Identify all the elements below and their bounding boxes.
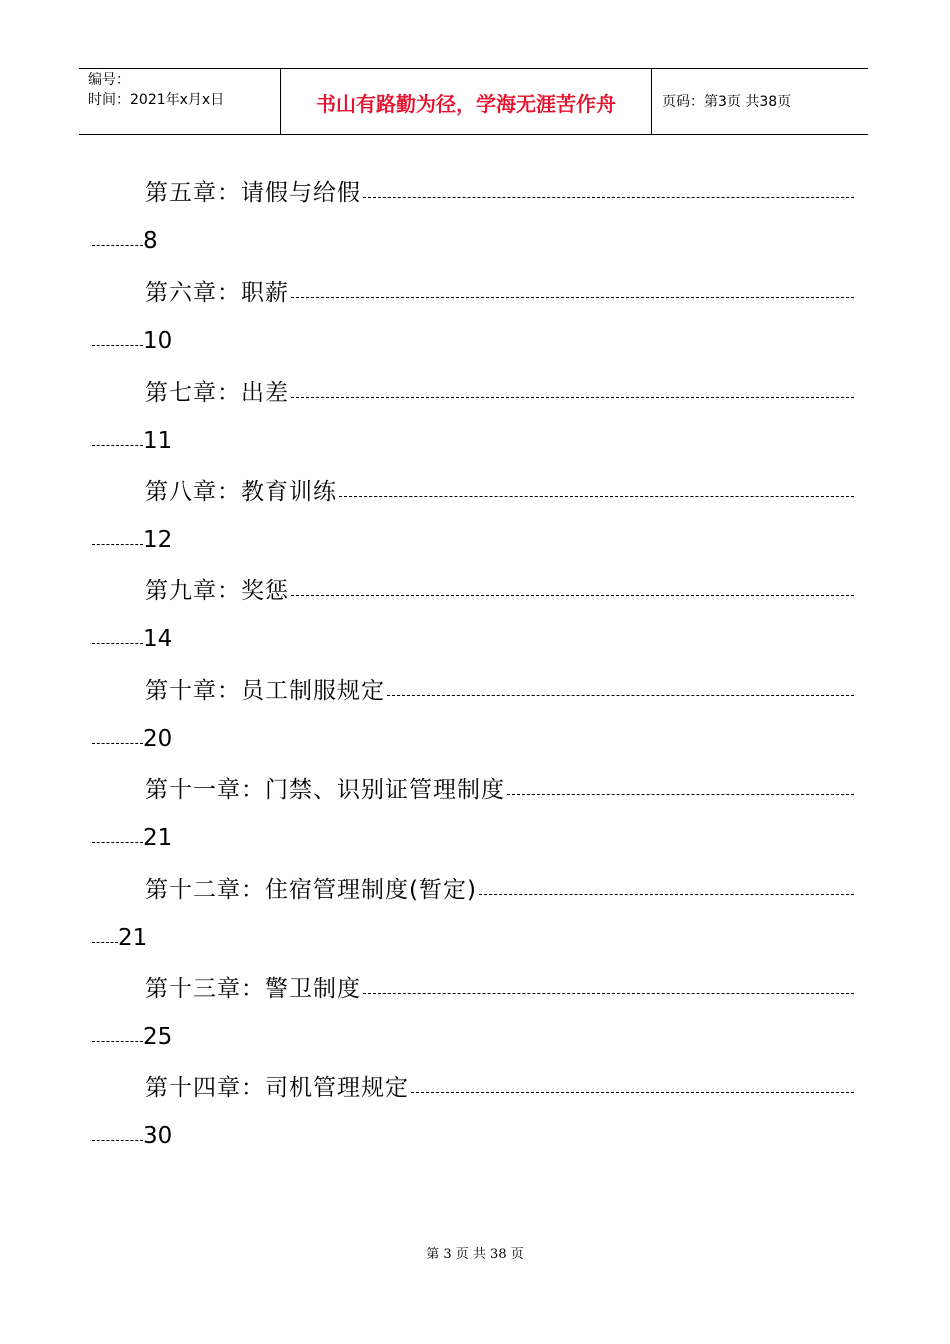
dot-leader [92,1140,143,1141]
toc-entry-page: 21 [143,825,173,851]
toc-entry[interactable] [0,276,950,376]
toc-entry-title: 第八章：教育训练 [145,479,337,505]
dot-leader [291,397,854,398]
dot-leader [339,496,854,497]
toc-entry-title: 第十二章：住宿管理制度(暂定) [145,877,477,903]
dot-leader [92,445,143,446]
toc-entry-page: 14 [143,626,173,652]
toc-entry[interactable] [0,773,950,873]
toc-entry-page: 21 [118,925,148,951]
toc-entry-title: 第十四章：司机管理规定 [145,1075,409,1101]
document-number-label: 编号： [88,72,130,88]
toc-entry-page: 12 [143,527,173,553]
dot-leader [291,595,854,596]
toc-entry-title: 第九章：奖惩 [145,578,289,604]
toc-entry[interactable] [0,376,950,476]
dot-leader [507,794,854,795]
header-meta-cell [79,69,280,134]
dot-leader [92,345,143,346]
dot-leader [92,643,143,644]
dot-leader [92,842,143,843]
toc-entry[interactable] [0,176,950,276]
toc-entry-page: 10 [143,328,173,354]
toc-entry-title: 第十章：员工制服规定 [145,678,385,704]
toc-entry[interactable] [0,574,950,674]
toc-entry[interactable] [0,873,950,973]
toc-entry[interactable] [0,1071,950,1171]
header-motto-cell [280,69,652,134]
dot-leader [363,993,854,994]
toc-entry[interactable] [0,674,950,774]
toc-entry-title: 第十三章：警卫制度 [145,976,361,1002]
header-page-info: 页码：第3页 共38页 [662,94,792,110]
toc-entry-page: 25 [143,1024,173,1050]
page-footer: 第 3 页 共 38 页 [426,1247,524,1262]
dot-leader [92,544,143,545]
page-header [79,68,868,135]
dot-leader [411,1092,854,1093]
toc-entry-title: 第五章：请假与给假 [145,180,361,206]
header-page-cell [652,69,868,134]
toc-entry[interactable] [0,972,950,1072]
dot-leader [479,894,854,895]
dot-leader [291,297,854,298]
toc-entry-page: 30 [143,1123,173,1149]
toc-entry-title: 第十一章：门禁、识别证管理制度 [145,777,505,803]
dot-leader [92,245,143,246]
toc-entry[interactable] [0,475,950,575]
dot-leader [92,743,143,744]
toc-entry-page: 8 [143,228,158,254]
document-date: 时间：2021年x月x日 [88,92,225,108]
dot-leader [92,942,118,943]
header-motto: 书山有路勤为径，学海无涯苦作舟 [316,92,616,116]
dot-leader [92,1041,143,1042]
toc-entry-title: 第六章：职薪 [145,280,289,306]
dot-leader [387,695,854,696]
toc-entry-title: 第七章：出差 [145,380,289,406]
toc-entry-page: 20 [143,726,173,752]
toc-entry-page: 11 [143,428,173,454]
dot-leader [363,197,854,198]
